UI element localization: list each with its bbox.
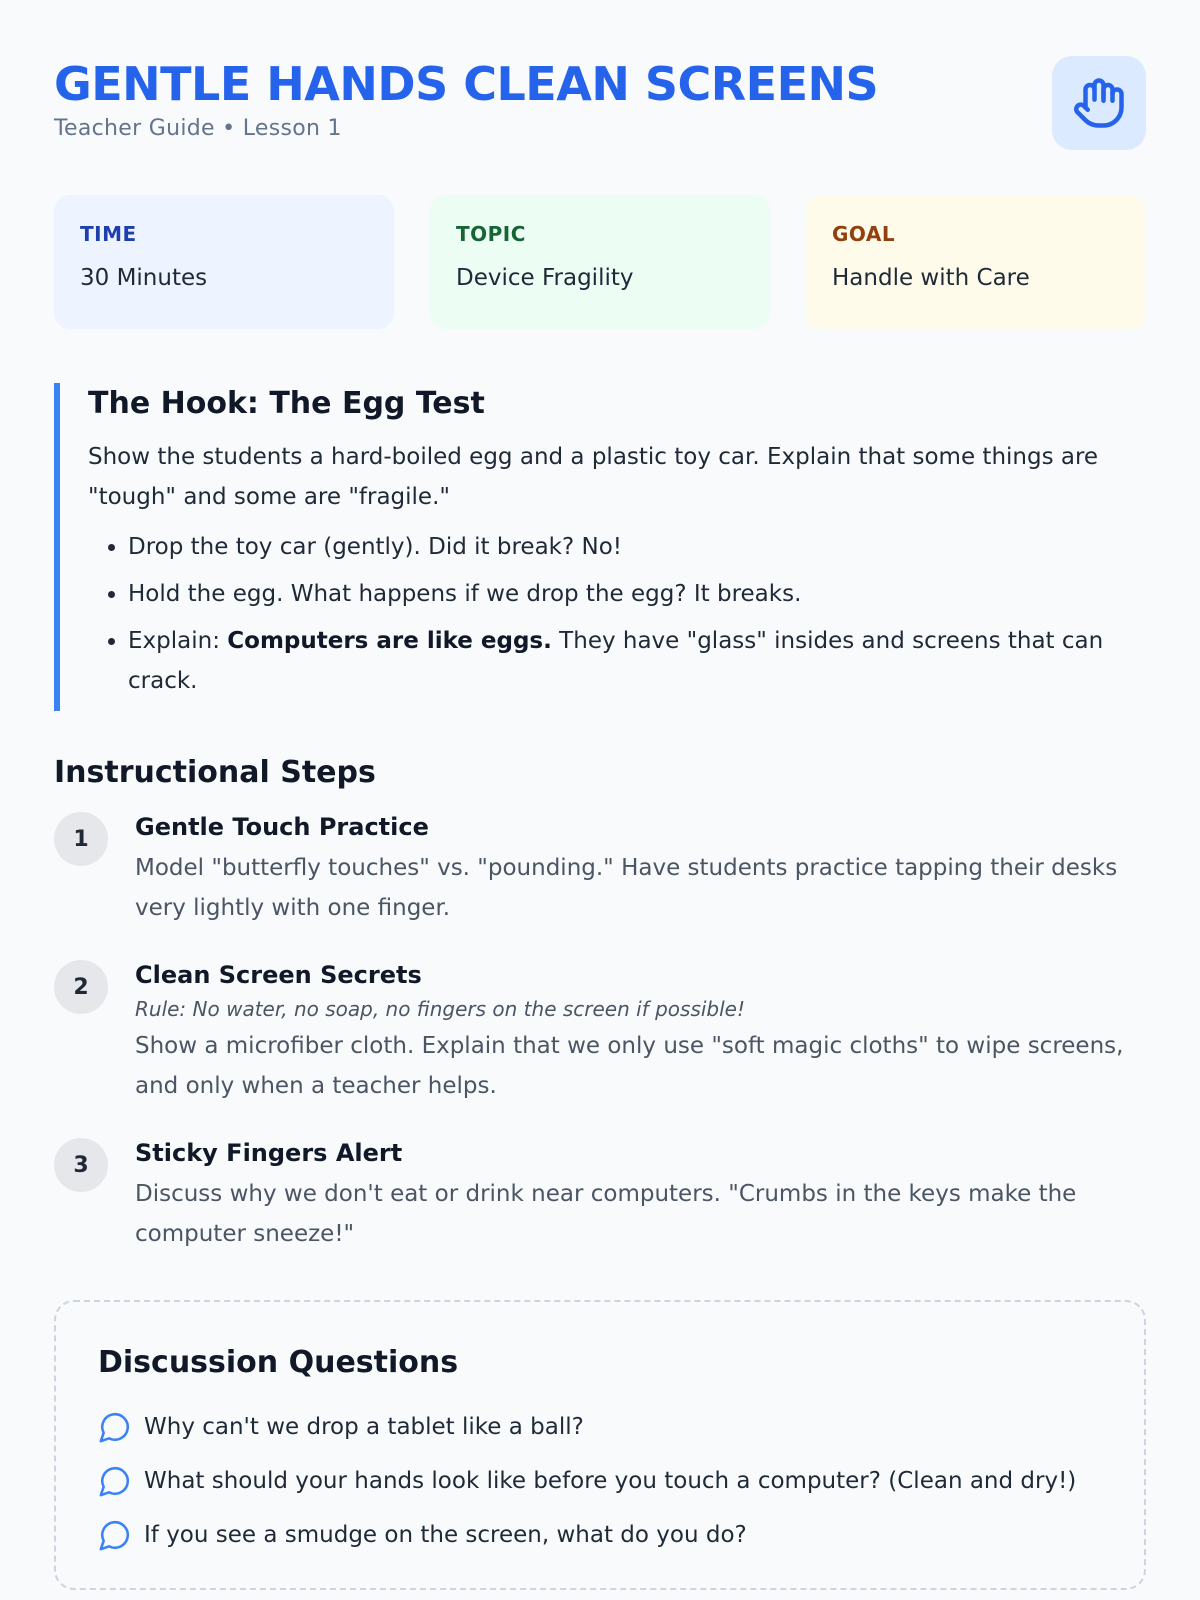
- step-item: [54, 812, 1146, 928]
- time-card: [54, 195, 394, 329]
- page-subtitle: Teacher Guide • Lesson 1: [54, 116, 342, 141]
- hook-bullet-list: [88, 527, 1146, 701]
- steps-list: [54, 812, 1146, 1286]
- header: [54, 56, 1146, 164]
- question-list: [98, 1400, 1104, 1562]
- step-rule: Rule: No water, no soap, no fingers on the screen if possible!: [135, 997, 745, 1021]
- goal-card: [806, 195, 1146, 329]
- list-item: [128, 621, 1146, 701]
- card-label: TOPIC: [456, 222, 526, 246]
- speech-bubble-icon: [98, 1464, 132, 1498]
- list-item: • Drop the toy car (gently). Did it break? No!: [128, 527, 1146, 567]
- hook-section: [54, 383, 1146, 711]
- lesson-meta-cards: [54, 195, 1146, 329]
- step-title: Gentle Touch Practice: [135, 813, 429, 841]
- step-text: Discuss why we don't eat or drink near computers. "Crumbs in the keys make the computer sneeze!": [135, 1181, 1077, 1247]
- card-label: TIME: [80, 222, 137, 246]
- bullet-bold-text: Computers are like eggs.: [227, 628, 552, 654]
- speech-bubble-icon: [98, 1518, 132, 1552]
- step-number: 1: [54, 812, 108, 866]
- bullet-rest: They have "glass" insides and screens that can crack.: [128, 628, 1104, 694]
- page-title: GENTLE HANDS CLEAN SCREENS: [54, 57, 879, 111]
- card-value: 30 Minutes: [80, 265, 208, 291]
- discussion-box: [54, 1300, 1146, 1590]
- question-item: [98, 1400, 1104, 1454]
- steps-title: Instructional Steps: [54, 755, 376, 790]
- step-title: Sticky Fingers Alert: [135, 1139, 403, 1167]
- question-item: [98, 1454, 1104, 1508]
- card-label: GOAL: [832, 222, 896, 246]
- discussion-title: Discussion Questions: [98, 1345, 459, 1380]
- question-text: If you see a smudge on the screen, what do you do?: [144, 1522, 747, 1548]
- step-text: Show a microfiber cloth. Explain that we only use "soft magic cloths" to wipe screens, and only when a teacher helps.: [135, 1033, 1124, 1099]
- hook-title: The Hook: The Egg Test: [88, 386, 485, 421]
- question-item: [98, 1508, 1104, 1562]
- step-item: [54, 1138, 1146, 1254]
- question-text: What should your hands look like before you touch a computer? (Clean and dry!): [144, 1468, 1077, 1494]
- hand-badge: [1052, 56, 1146, 150]
- topic-card: [430, 195, 770, 329]
- question-text: Why can't we drop a tablet like a ball?: [144, 1414, 584, 1440]
- hand-icon: [1072, 76, 1126, 130]
- card-value: Device Fragility: [456, 265, 634, 291]
- step-item: [54, 960, 1146, 1106]
- bullet-prefix: Explain:: [128, 628, 228, 654]
- step-number: 2: [54, 960, 108, 1014]
- card-value: Handle with Care: [832, 265, 1030, 291]
- step-text: Model "butterfly touches" vs. "pounding." Have students practice tapping their desks very lightly with one finger.: [135, 855, 1118, 921]
- step-number: 3: [54, 1138, 108, 1192]
- hook-text: Show the students a hard-boiled egg and a plastic toy car. Explain that some things are "tough" and some are "fragile.": [88, 444, 1099, 510]
- step-title: Clean Screen Secrets: [135, 961, 422, 989]
- speech-bubble-icon: [98, 1410, 132, 1444]
- list-item: • Hold the egg. What happens if we drop the egg? It breaks.: [128, 574, 1146, 614]
